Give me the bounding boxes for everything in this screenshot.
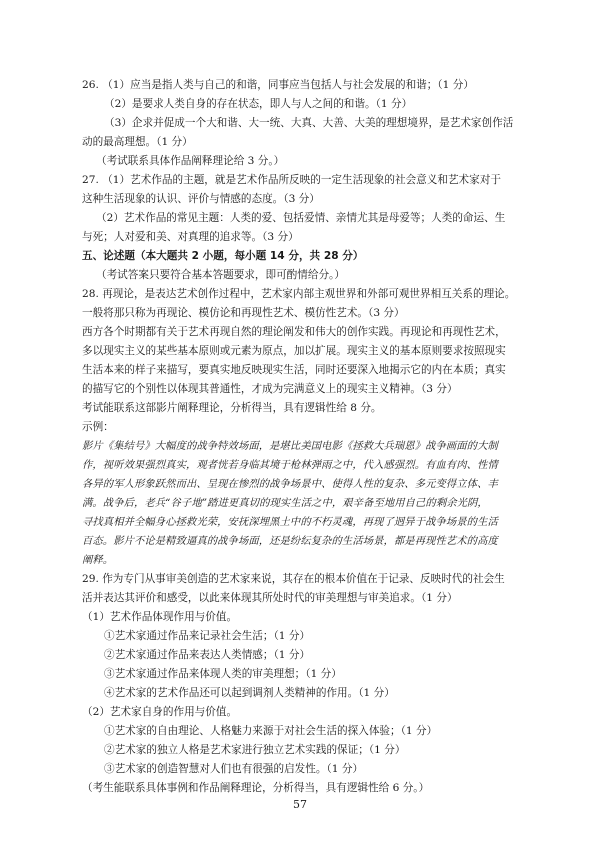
q29-sub1-title: （1）艺术作品体现作用与价值。 [82,611,238,623]
q26-line4: 动的最高理想。（1 分） [82,136,193,148]
q28-line7: 考试能联系这部影片阐释理论，分析得当，具有逻辑性给 8 分。 [82,402,382,414]
q27-line1: 27. （1）艺术作品的主题，就是艺术作品所反映的一定生活现象的社会意义和艺术家对于 [82,174,501,186]
q29-sub1-item4: ④艺术家的艺术作品还可以起到调剂人类精神的作用。（1 分） [104,687,395,699]
q28-line5: 生活本来的样子来描写，要真实地反映现实生活，同时还要深入地揭示它的内在本质；真实 [82,364,506,376]
q28-example-line6: 百态。影片不论是精致逼真的战争场面，还是纷纭复杂的生活场景，都是再现性艺术的高度 [82,535,498,547]
q27-line2: 这种生活现象的认识、评价与情感的态度。（3 分） [82,193,320,205]
page-number: 57 [293,798,307,811]
q28-line1: 28. 再现论，是表达艺术创作过程中，艺术家内部主观世界和外部可观世界相互关系的理论。 [82,288,516,300]
q28-example-line5: 寻找真相并全幅身心拯救光荣，安抚深埋黑土中的不朽灵魂，再现了迥异于战争场景的生活 [82,516,498,528]
q28-line3: 西方各个时期都有关于艺术再现自然的理论阐发和伟大的创作实践。再现论和再现性艺术， [82,326,506,338]
q28-example-label: 示例： [82,421,114,433]
q27-line4: 与死；人对爱和美、对真理的追求等。（3 分） [82,231,299,243]
q29-sub1-item3: ③艺术家通过作品来体现人类的审美理想；（1 分） [104,668,342,680]
q28-example-line4: 满。战争后，老兵“谷子地”踏进更真切的现实生活之中，艰辛备至地用自己的剩余光阴， [82,497,488,509]
q29-sub1-item1: ①艺术家通过作品来记录社会生活；（1 分） [104,630,311,642]
q29-note: （考生能联系具体事例和作品阐释理论，分析得当，具有逻辑性给 6 分。） [82,782,430,794]
q27-line3: （2）艺术作品的常见主题：人类的爱、包括爱情、亲情尤其是母爱等；人类的命运、生 [96,212,506,224]
q28-example-line1: 影片《集结号》大幅度的战争特效场面，是堪比美国电影《拯救大兵瑞恩》战争画面的大制 [82,440,498,452]
q29-sub1-item2: ②艺术家通过作品来表达人类情感；（1 分） [104,649,311,661]
q29-sub2-title: （2）艺术家自身的作用与价值。 [82,706,238,718]
q26-line1: 26. （1）应当是指人类与自己的和谐，同事应当包括人与社会发展的和谐；（1 分） [82,79,474,91]
q28-line4: 多以现实主义的某些基本原则或元素为原点，加以扩展。现实主义的基本原则要求按照现实 [82,345,506,357]
q26-line3: （3）企求并促成一个大和谐、大一统、大真、大善、大美的理想境界，是艺术家创作活 [104,117,514,129]
q29-sub2-item3: ③艺术家的创造智慧对人们也有很强的启发性。（1 分） [104,763,364,775]
q26-line2: （2）是要求人类自身的存在状态，即人与人之间的和谐。（1 分） [104,98,413,110]
q29-line2: 活并表达其评价和感受，以此来体现其所处时代的审美理想与审美追求。（1 分） [82,592,458,604]
q28-line6: 的描写它的个别性以体现其普通性，才成为完满意义上的现实主义精神。（3 分） [82,383,458,395]
q29-sub2-item1: ①艺术家的自由理论、人格魅力来源于对社会生活的探入体验；（1 分） [104,725,438,737]
section5-note: （考试答案只要符合基本答题要求，即可酌情给分。） [96,269,345,281]
q26-line5: （考试联系具体作品阐释理论给 3 分。） [96,155,285,167]
section5-title: 五、论述题（本大题共 2 小题，每小题 14 分，共 28 分） [82,250,364,262]
q29-line1: 29. 作为专门从事审美创造的艺术家来说，其存在的根本价值在于记录、反映时代的社会生 [82,573,505,585]
q28-example-line3: 各异的军人形象跃然而出、呈现在惨烈的战争场景中、使得人性的复杂、多元变得立体、丰 [82,478,498,490]
q29-sub2-item2: ②艺术家的独立人格是艺术家进行独立艺术实践的保证；（1 分） [104,744,406,756]
q28-example-line7: 阐释。 [82,554,114,566]
q28-line2: 一般将那只称为再现论、模仿论和再现性艺术、模仿性艺术。（3 分） [82,307,405,319]
q28-example-line2: 作，视听效果强烈真实，观者恍若身临其境于枪林弹雨之中，代入感强烈。有血有肉、性情 [82,459,498,471]
